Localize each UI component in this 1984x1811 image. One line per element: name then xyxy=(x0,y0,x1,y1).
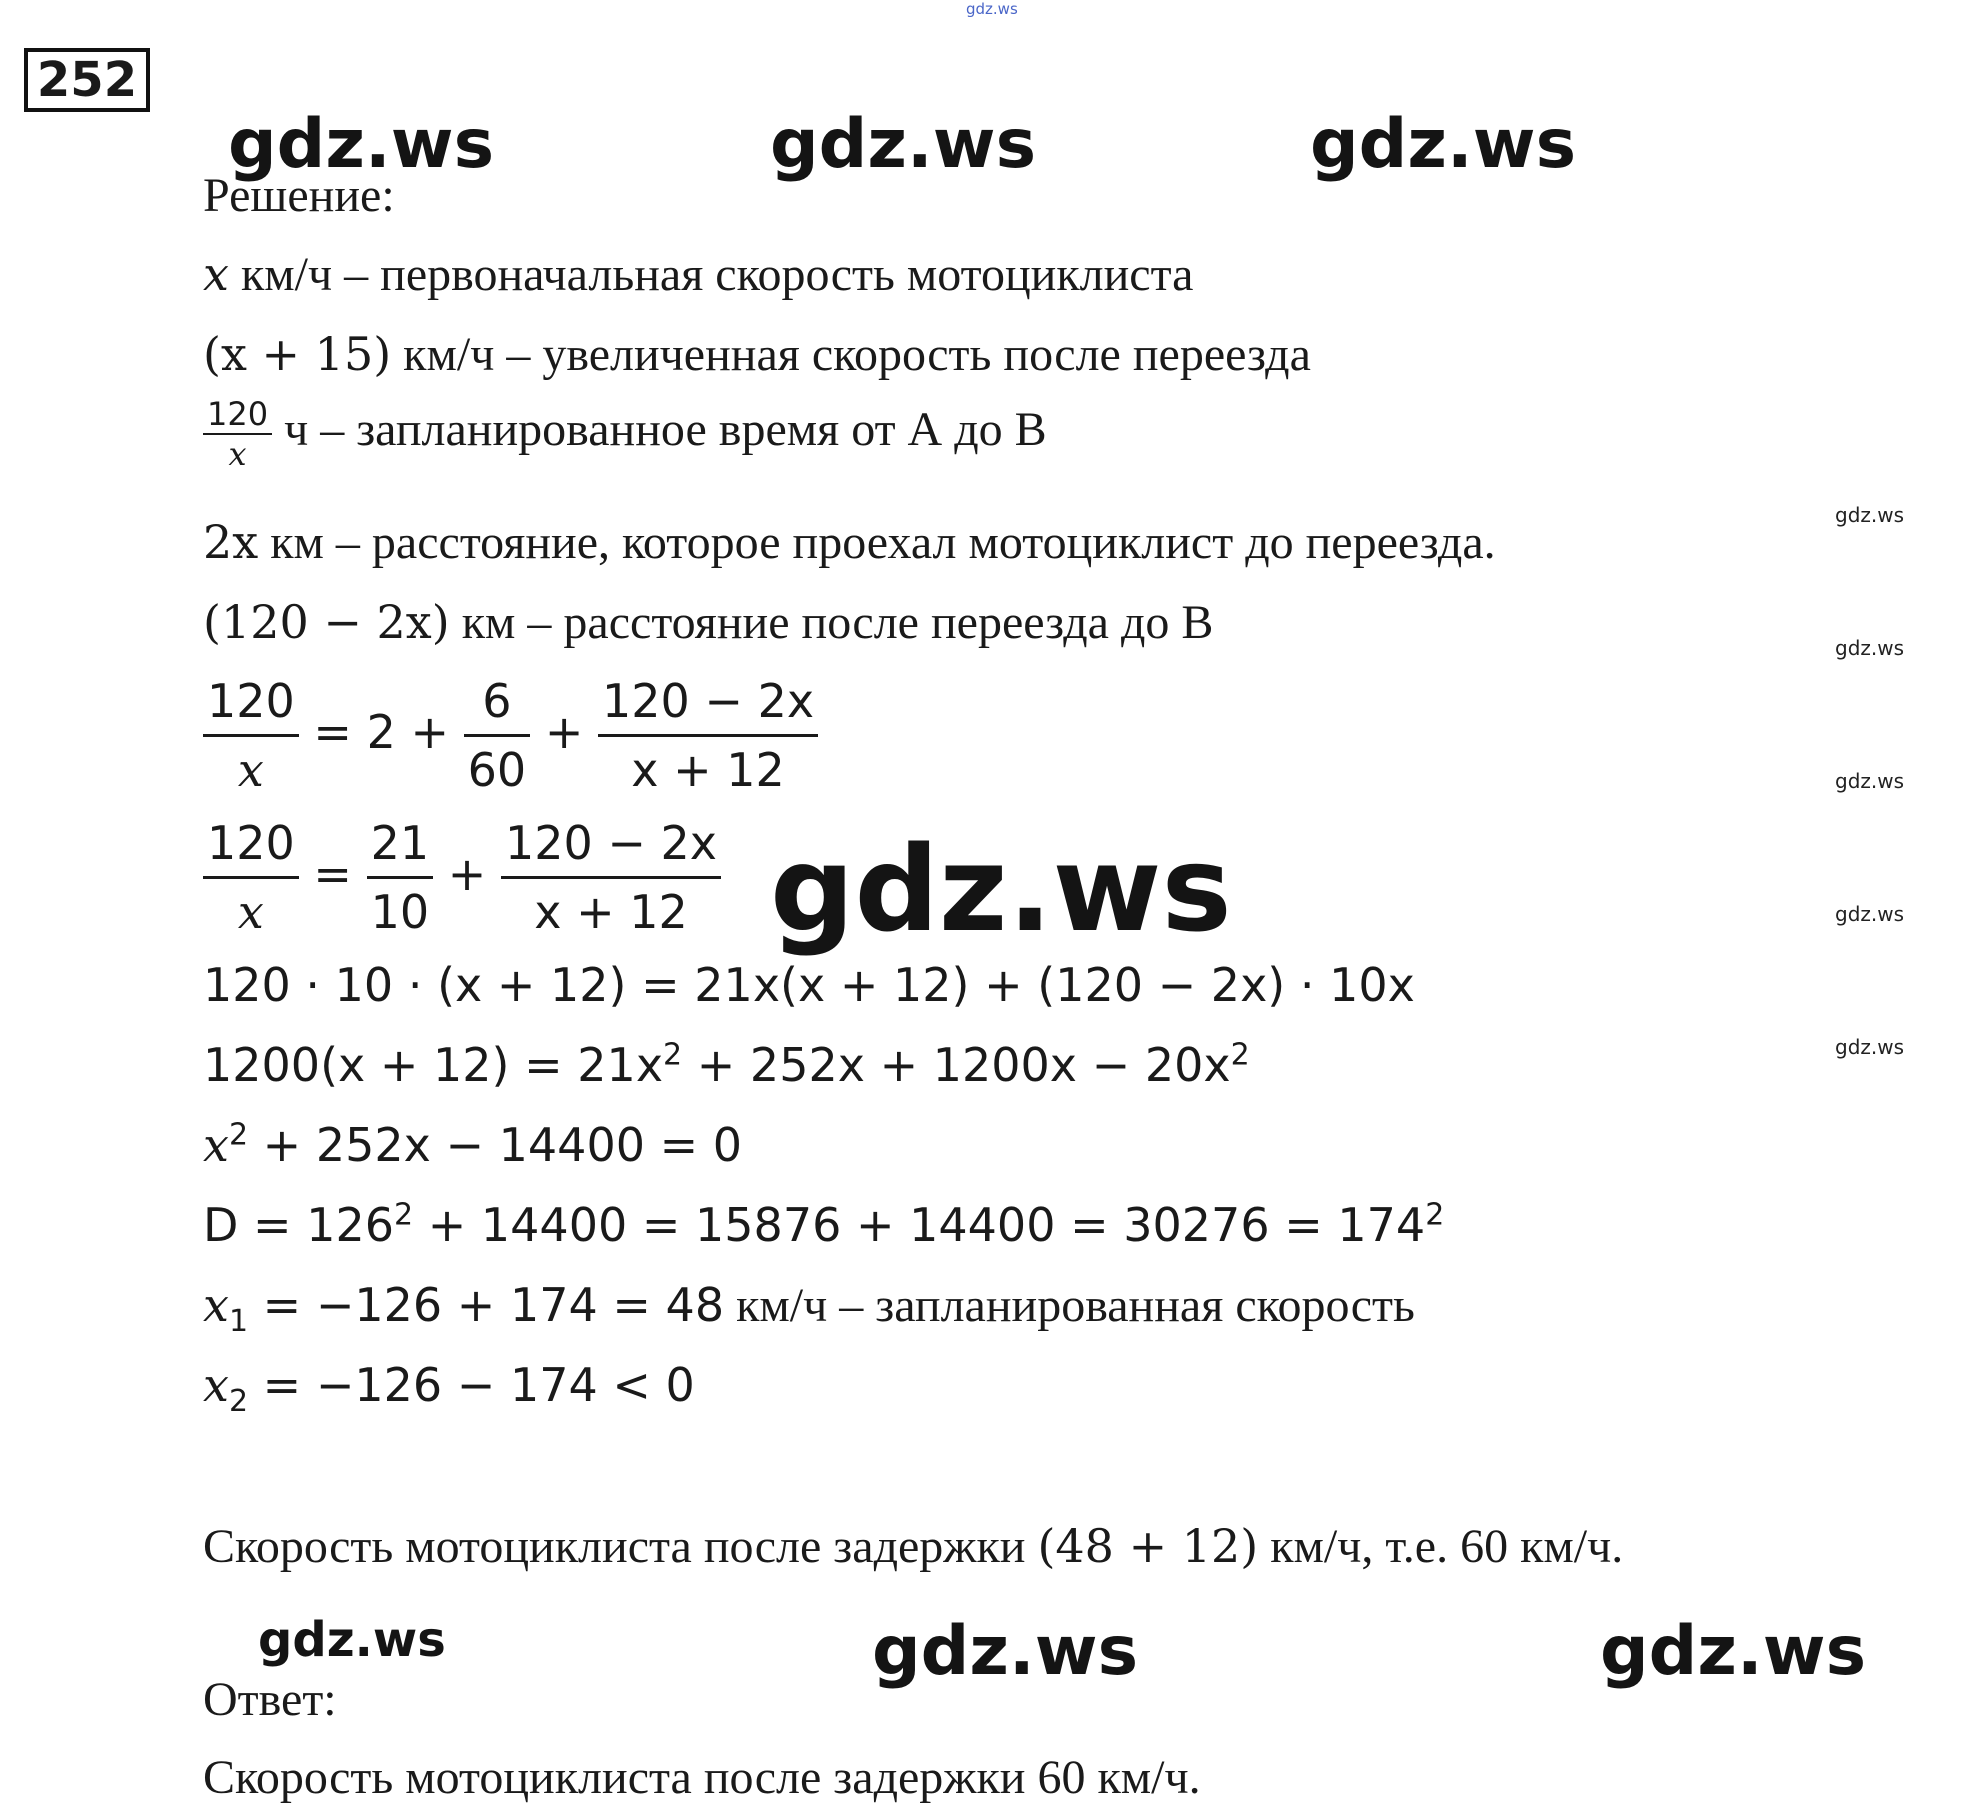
equation-1: $\frac{120}{x}$ = 2 + $\frac{6}{60}$ + $\frac{120 - 2x}{x + 12}$ xyxy=(203,668,818,803)
watermark-center: gdz.ws xyxy=(770,820,1232,958)
solution-label: Решение: xyxy=(203,169,395,222)
watermark: gdz.ws xyxy=(1835,769,1905,793)
root-2: $x_2 = -126 - 174 < 0$ xyxy=(203,1358,695,1420)
watermark-top: gdz.ws xyxy=(966,0,1018,18)
watermark: gdz.ws xyxy=(228,105,495,184)
definition-line-1: x км/ч – первоначальная скорость мотоциклиста xyxy=(203,247,1194,301)
root-1: $x_1 = -126 + 174 = 48$ км/ч – запланированная скорость xyxy=(203,1278,1415,1340)
watermark: gdz.ws xyxy=(872,1612,1139,1691)
watermark: gdz.ws xyxy=(1835,503,1905,527)
watermark: gdz.ws xyxy=(258,1612,446,1668)
watermark: gdz.ws xyxy=(1600,1612,1867,1691)
definition-line-5: (120 − 2x) км – расстояние после переезда до В xyxy=(203,595,1214,649)
problem-number: 252 xyxy=(24,48,150,112)
equation-5: $x^2 + 252x - 14400 = 0$ xyxy=(203,1117,743,1172)
discriminant: $D = 126^2 + 14400 = 15876 + 14400 = 30276 = 174^2$ xyxy=(203,1197,1445,1252)
watermark: gdz.ws xyxy=(770,105,1037,184)
answer-text: Скорость мотоциклиста после задержки 60 км/ч. xyxy=(203,1751,1201,1804)
definition-line-4: 2x км – расстояние, которое проехал мотоциклист до переезда. xyxy=(203,515,1496,569)
equation-4: $1200(x + 12) = 21x^2 + 252x + 1200x - 20x^2$ xyxy=(203,1037,1250,1092)
watermark: gdz.ws xyxy=(1835,1035,1905,1059)
watermark: gdz.ws xyxy=(1835,902,1905,926)
watermark: gdz.ws xyxy=(1835,636,1905,660)
fraction: $\frac{120}{x}$ xyxy=(203,395,272,473)
equation-2: $\frac{120}{x}$ = $\frac{21}{10}$ + $\frac{120 - 2x}{x + 12}$ xyxy=(203,810,721,945)
conclusion: Скорость мотоциклиста после задержки (48 + 12) км/ч, т.е. 60 км/ч. xyxy=(203,1519,1624,1573)
definition-line-2: (x + 15) км/ч – увеличенная скорость после переезда xyxy=(203,327,1311,381)
definition-line-3: $\frac{120}{x}$ ч – запланированное время от А до В xyxy=(203,395,1047,473)
equation-3: 120 · 10 · (x + 12) = 21x(x + 12) + (120 − 2x) · 10x xyxy=(203,958,1415,1012)
watermark: gdz.ws xyxy=(1310,105,1577,184)
answer-label: Ответ: xyxy=(203,1673,337,1726)
